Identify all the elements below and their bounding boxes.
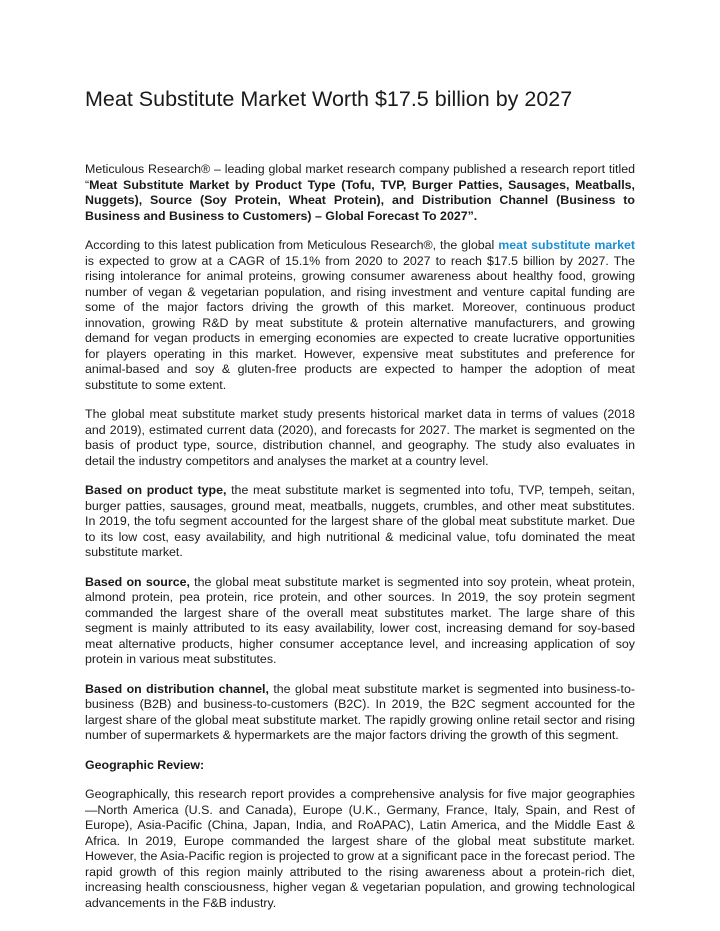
product-type-text: the meat substitute market is segmented into tofu, TVP, tempeh, seitan, burger patties, sausages, ground meat, meatballs, nuggets, crumbles, and other meat substitutes. In 2019, the tofu segment accounted for the largest share of the global meat substitute market. Due to its low cost, easy availability, and high nutritional & medicinal value, tofu dominated the meat substitute market. xyxy=(85,483,635,559)
report-title: Meat Substitute Market by Product Type (Tofu, TVP, Burger Patties, Sausages, Meatballs, Nuggets), Source (Soy Protein, Wheat Protein), and Distribution Channel (Business to Business and Business to Customers) – Global Forecast To 2027”. xyxy=(85,177,635,223)
distribution-channel-lead: Based on distribution channel, xyxy=(85,681,269,696)
intro-text: Meticulous Research® – leading global market research company published a research report titled “ xyxy=(85,162,635,192)
source-text: the global meat substitute market is segmented into soy protein, wheat protein, almond protein, pea protein, rice protein, and other sources. In 2019, the soy protein segment commanded the largest share of the overall meat substitutes market. The large share of this segment is mainly attributed to its easy availability, lower cost, increasing demand for soy-based meat alternative products, higher consumer acceptance level, and increasing application of soy protein in various meat substitutes. xyxy=(85,574,635,666)
growth-text-before: According to this latest publication from Meticulous Research®, the global xyxy=(85,238,499,252)
source-paragraph xyxy=(85,575,635,668)
product-type-paragraph xyxy=(85,483,635,561)
growth-text-after: is expected to grow at a CAGR of 15.1% from 2020 to 2027 to reach $17.5 billion by 2027. The rising intolerance for animal proteins, growing consumer awareness about healthy food, growing number of vegan & vegetarian population, and rising investment and venture capital funding are some of the major factors driving the growth of this market. Moreover, continuous product innovation, growing R&D by meat substitute & protein alternative manufacturers, and growing demand for vegan products in emerging economies are expected to create lucrative opportunities for players operating in this market. However, expensive meat substitutes and preference for animal-based and soy & gluten-free products are expected to hamper the adoption of meat substitute to some extent. xyxy=(85,253,635,392)
geographic-review-heading: Geographic Review: xyxy=(85,757,205,772)
product-type-lead: Based on product type, xyxy=(85,483,227,497)
distribution-channel-text: the global meat substitute market is segmented into business-to-business (B2B) and business-to-customers (B2C). In 2019, the B2C segment accounted for the largest share of the global meat substitute market. The rapidly growing online retail sector and rising number of supermarkets & hypermarkets are the major factors driving the growth of this segment. xyxy=(85,681,635,742)
page-title: Meat Substitute Market Worth $17.5 billion by 2027 xyxy=(85,87,573,111)
geographic-paragraph: Geographically, this research report provides a comprehensive analysis for five major geographies—North America (U.S. and Canada), Europe (U.K., Germany, France, Italy, Spain, and Rest of Europe), Asia-Pacific (China, Japan, India, and RoAPAC), Latin America, and the Middle East & Africa. In 2019, Europe commanded the largest share of the global meat substitute market. However, the Asia-Pacific region is projected to grow at a significant pace in the forecast period. The rapid growth of this region mainly attributed to the rising awareness about a protein-rich diet, increasing health consciousness, higher vegan & vegetarian population, and growing technological advancements in the F&B industry. xyxy=(85,787,635,910)
intro-paragraph xyxy=(85,162,635,224)
source-lead: Based on source, xyxy=(85,574,190,589)
growth-paragraph xyxy=(85,238,635,393)
study-paragraph: The global meat substitute market study presents historical market data in terms of values (2018 and 2019), estimated current data (2020), and forecasts for 2027. The market is segmented on the basis of product type, source, distribution channel, and geography. The study also evaluates in detail the industry competitors and analyses the market at a country level. xyxy=(85,407,635,468)
distribution-channel-paragraph xyxy=(85,682,635,744)
meat-substitute-market-link[interactable]: meat substitute market xyxy=(498,238,635,252)
